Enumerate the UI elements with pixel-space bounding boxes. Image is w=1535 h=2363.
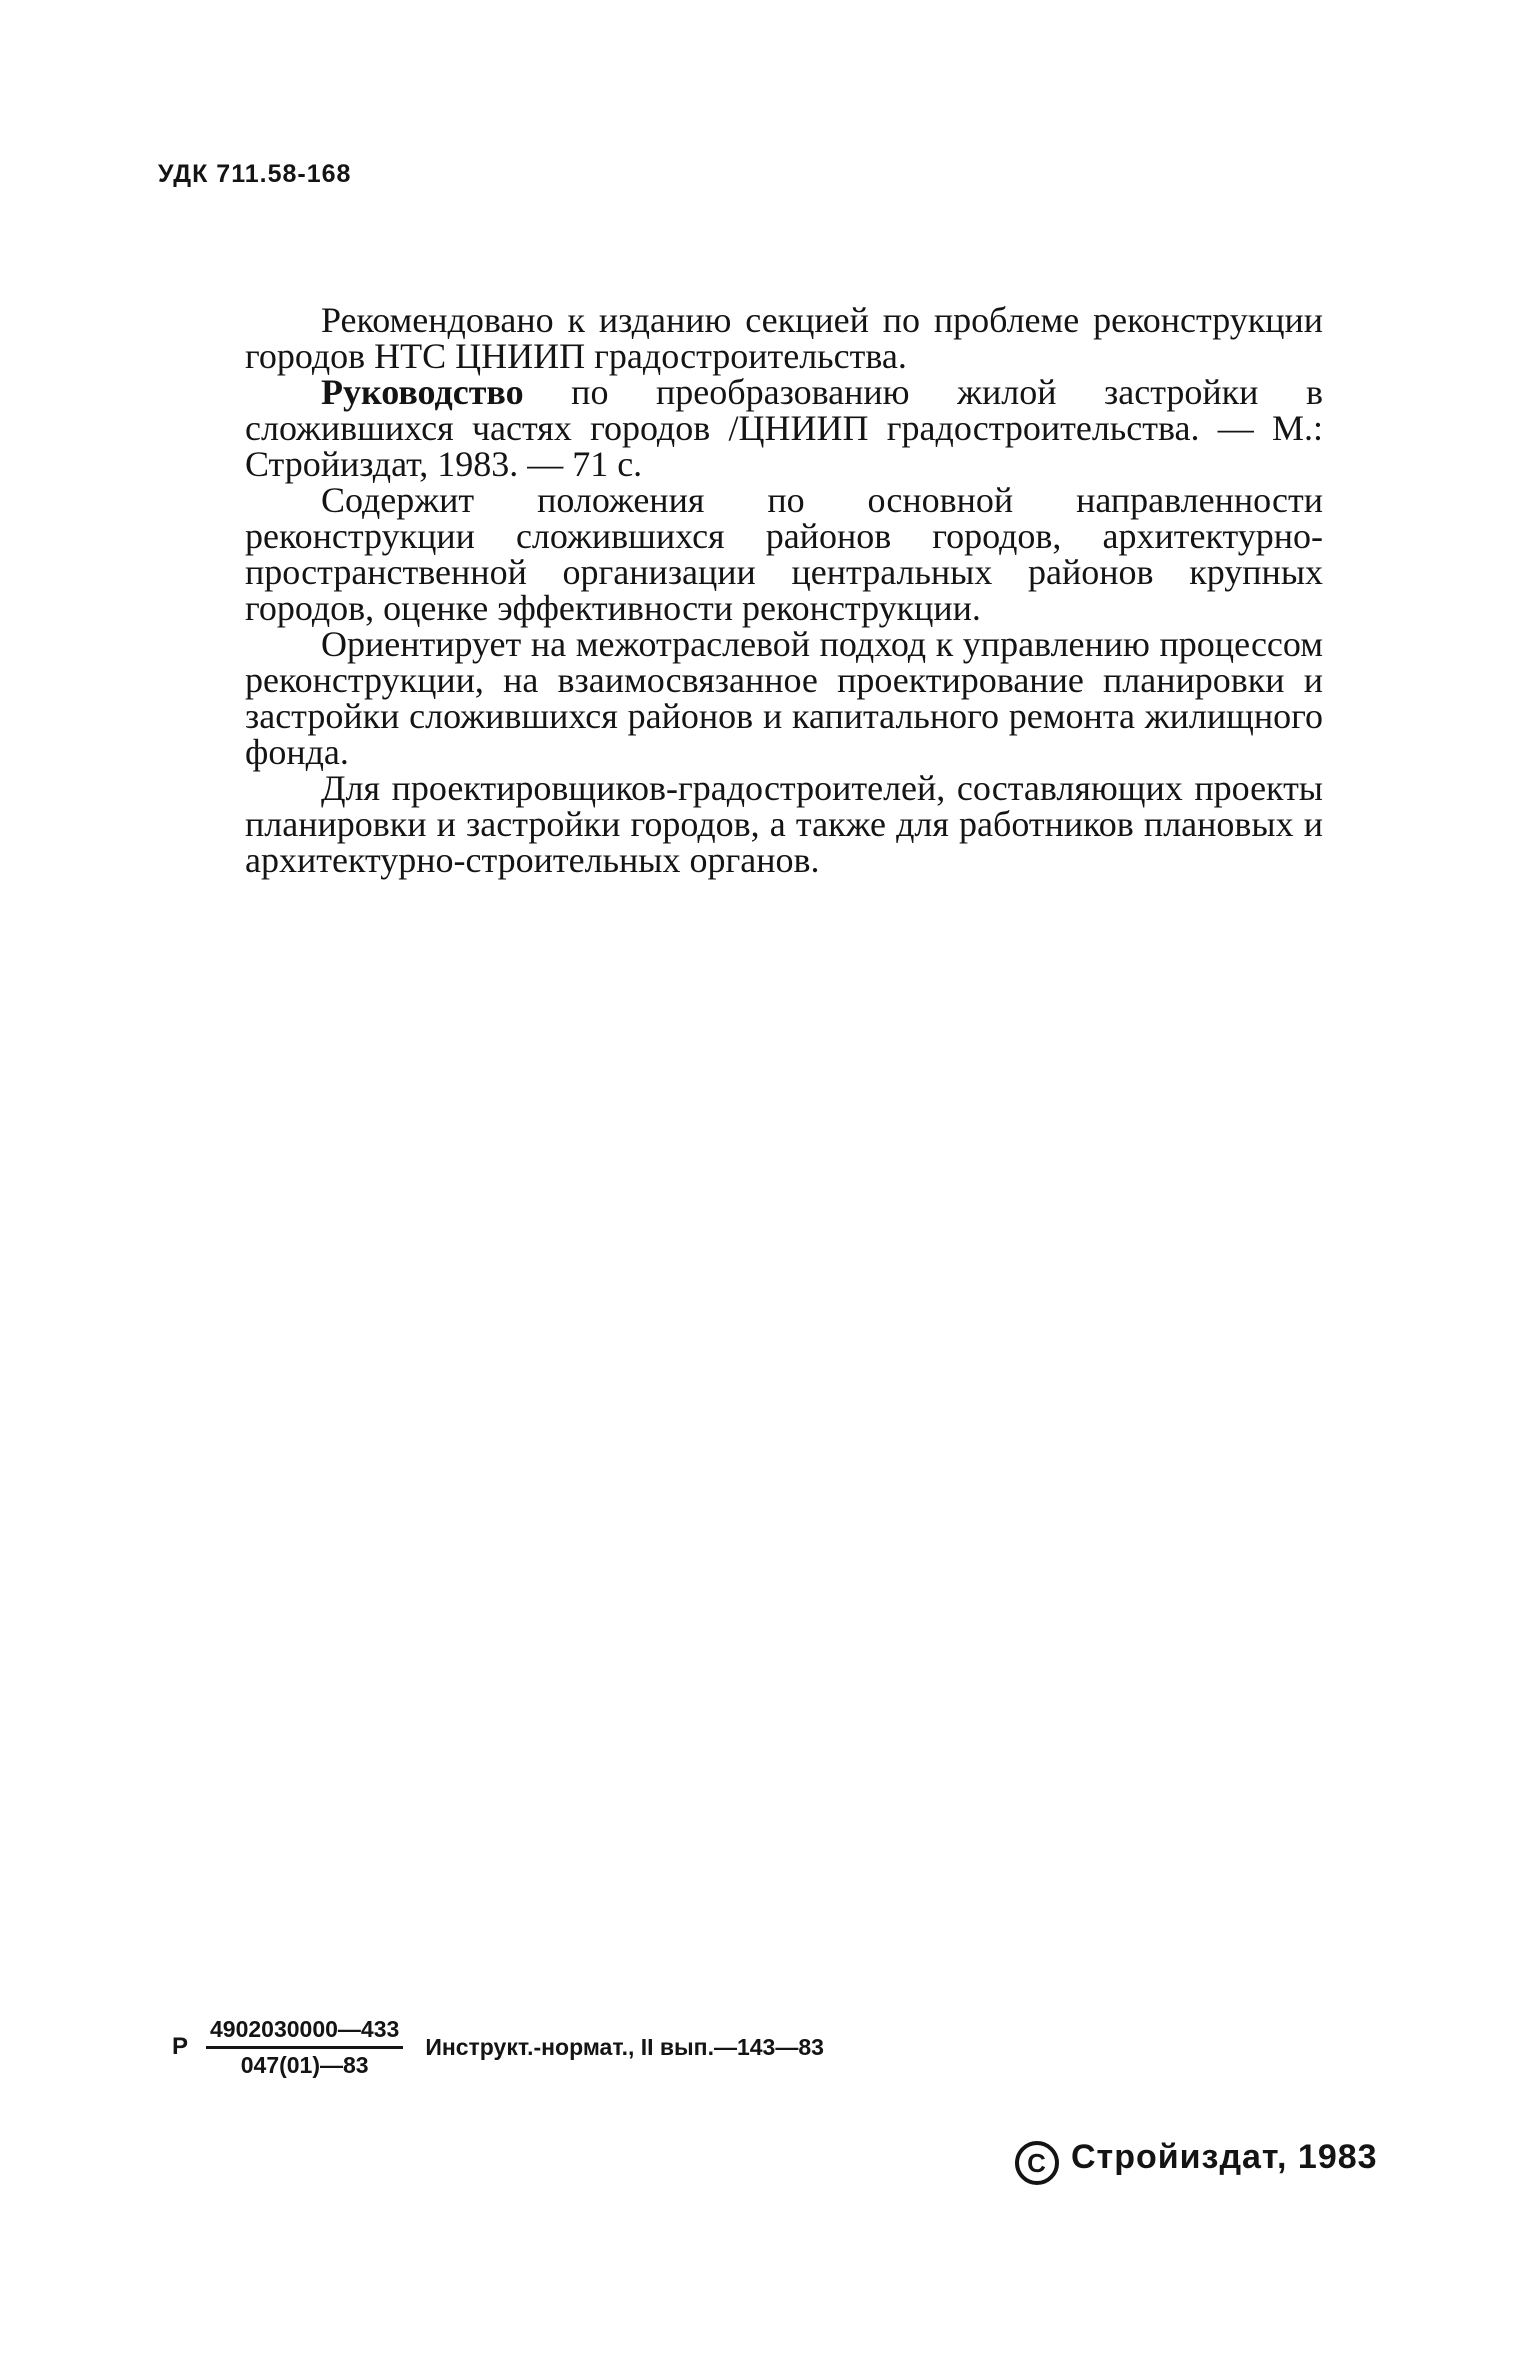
citation-paragraph bbox=[245, 374, 1323, 482]
annotation-block bbox=[245, 302, 1323, 878]
copyright-line bbox=[1015, 2138, 1378, 2185]
imprint-code bbox=[172, 2012, 824, 2082]
audience-paragraph: Для проектировщиков-градостроителей, составляющих проекты планировки и застройки городов, а также для работников плановых и архитектурно-строительных органов. bbox=[245, 768, 1323, 880]
copyright-icon: C bbox=[1015, 2141, 1059, 2185]
citation-details: по преобразованию жилой застройки в сложившихся частях городов /ЦНИИП градостроительства. — М.: Стройиздат, 1983. — 71 с. bbox=[245, 372, 1323, 484]
contents-paragraph: Содержит положения по основной направленности реконструкции сложившихся районов городов, архитектурно-пространственной организации центральных районов крупных городов, оценке эффективности реконструкции. bbox=[245, 480, 1323, 628]
imprint-note: Инструкт.-нормат., II вып.—143—83 bbox=[425, 2033, 824, 2060]
citation-title: Руководство bbox=[321, 372, 524, 412]
imprint-numerator: 4902030000—433 bbox=[206, 2016, 403, 2049]
imprint-letter: Р bbox=[172, 2033, 189, 2060]
imprint-denominator: 047(01)—83 bbox=[240, 2051, 369, 2078]
recommendation-paragraph: Рекомендовано к изданию секцией по проблеме реконструкции городов НТС ЦНИИП градостроительства. bbox=[245, 300, 1323, 376]
orientation-paragraph: Ориентирует на межотраслевой подход к управлению процессом реконструкции, на взаимосвязанное проектирование планировки и застройки сложившихся районов и капитального ремонта жилищного фонда. bbox=[245, 624, 1323, 772]
udk-code: УДК 711.58-168 bbox=[158, 160, 352, 188]
copyright-text: Стройиздат, 1983 bbox=[1071, 2138, 1378, 2176]
imprint-fraction bbox=[206, 2016, 403, 2079]
